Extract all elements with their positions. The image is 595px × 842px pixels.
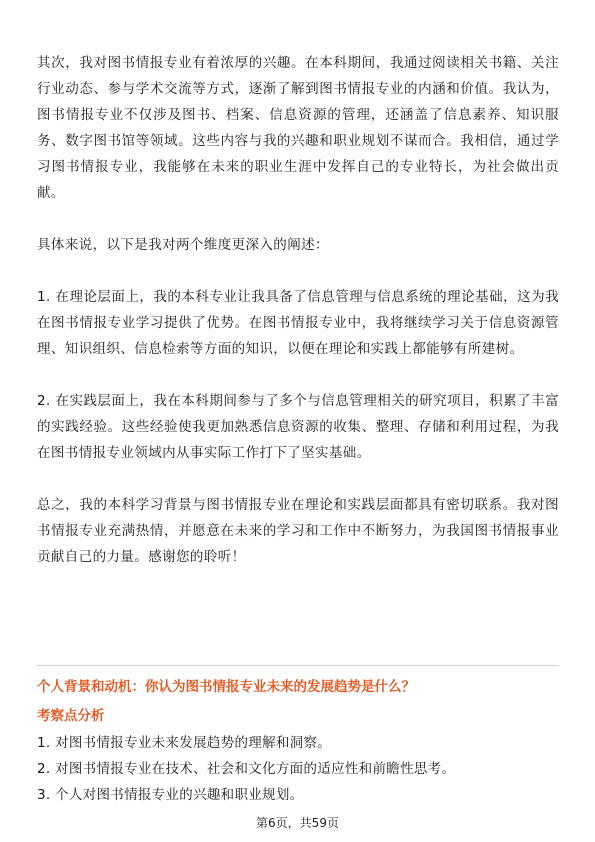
interview-question: 个人背景和动机：你认为图书情报专业未来的发展趋势是什么？ [37, 679, 415, 695]
answer-body [37, 50, 559, 570]
paragraph-theory: 1. 在理论层面上，我的本科专业让我具备了信息管理与信息系统的理论基础，这为我在图书情报专业学习提供了优势。在图书情报专业中，我将继续学习关于信息资源管理、知识组织、信息检索等方面的知识，以便在理论和实践上都能够有所建树。 [37, 289, 559, 357]
analysis-item: 2. 对图书情报专业在技术、社会和文化方面的适应性和前瞻性思考。 [37, 761, 456, 777]
analysis-list [37, 730, 559, 808]
analysis-item: 1. 对图书情报专业未来发展趋势的理解和洞察。 [37, 735, 332, 751]
paragraph-interest: 其次，我对图书情报专业有着浓厚的兴趣。在本科期间，我通过阅读相关书籍、关注行业动态、参与学术交流等方式，逐渐了解到图书情报专业的内涵和价值。我认为，图书情报专业不仅涉及图书、档案、信息资源的管理，还涵盖了信息素养、知识服务、数字图书馆等领域。这些内容与我的兴趣和职业规划不谋而合。我相信，通过学习图书情报专业，我能够在未来的职业生涯中发挥自己的专业特长，为社会做出贡献。 [37, 55, 559, 201]
paragraph-practice: 2. 在实践层面上，我在本科期间参与了多个与信息管理相关的研究项目，积累了丰富的实践经验。这些经验使我更加熟悉信息资源的收集、整理、存储和利用过程，为我在图书情报专业领域内从事实际工作打下了坚实基础。 [37, 393, 559, 461]
analysis-item: 3. 个人对图书情报专业的兴趣和职业规划。 [37, 787, 304, 803]
paragraph-intro: 具体来说，以下是我对两个维度更深入的阐述： [37, 237, 329, 253]
section-divider [37, 665, 559, 666]
page-number: 第6页，共59页 [256, 816, 339, 830]
analysis-heading: 考察点分析 [37, 708, 105, 724]
paragraph-conclusion: 总之，我的本科学习背景与图书情报专业在理论和实践层面都具有密切联系。我对图书情报专业充满热情，并愿意在未来的学习和工作中不断努力，为我国图书情报事业贡献自己的力量。感谢您的聆听！ [37, 497, 559, 565]
